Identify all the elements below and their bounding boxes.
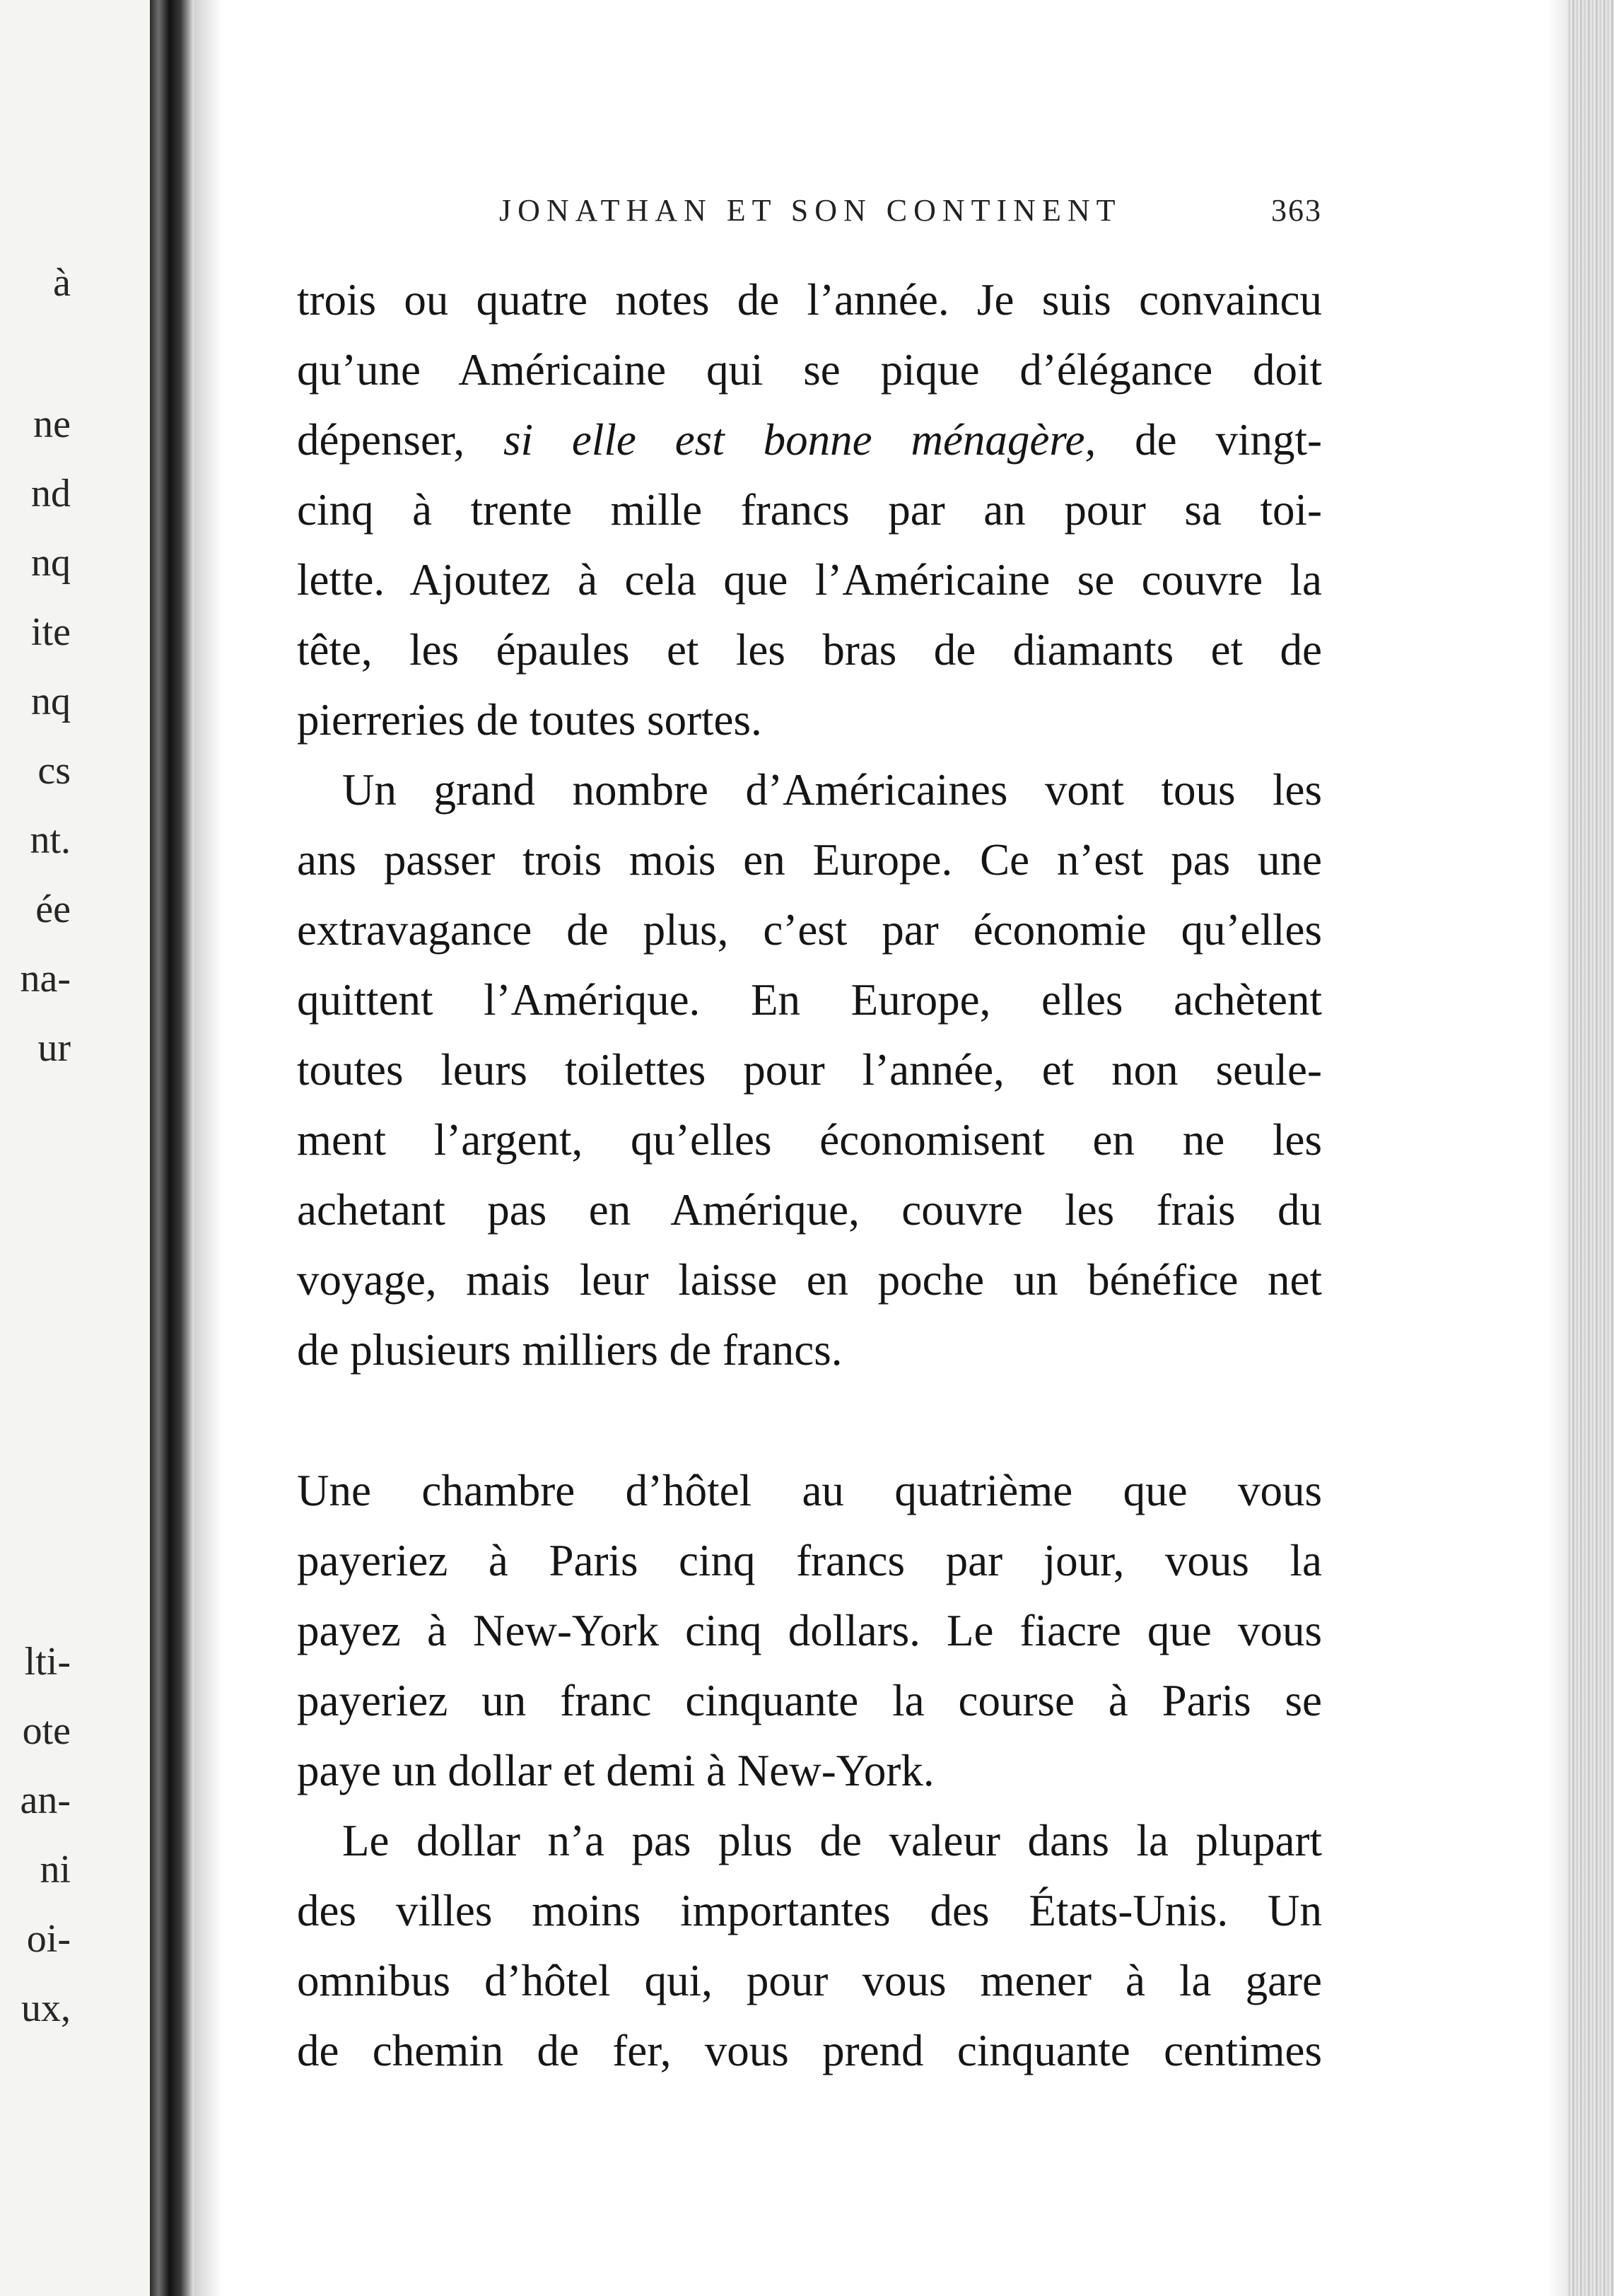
left-page-text-fragment: ote [22,1709,71,1753]
left-page-text-fragment: à [53,261,71,305]
text-line [297,265,1322,335]
text-run: achetant pas en Amérique, couvre les frais du [297,1185,1322,1235]
text-line [297,1946,1322,2016]
text-run: payez à New-York cinq dollars. Le fiacre que vous [297,1606,1322,1655]
text-run: ans passer trois mois en Europe. Ce n’est pas une [297,835,1322,885]
text-line [297,1736,1322,1806]
left-page-text-fragment: ite [31,610,71,654]
text-line [297,1245,1322,1315]
running-header [297,192,1322,235]
section-break [297,1385,1322,1456]
text-line [297,1175,1322,1245]
left-page-text-fragment: cs [37,749,71,793]
left-page-text-fragment: nd [31,472,71,515]
paragraph [297,755,1322,1385]
paragraph [297,1806,1322,2086]
text-run: toutes leurs toilettes pour l’année, et non seule- [297,1045,1322,1095]
text-line [297,1806,1322,1876]
text-run: quittent l’Amérique. En Europe, elles achètent [297,975,1322,1025]
text-line [297,1456,1322,1526]
text-run: dépenser, [297,415,503,465]
text-line [297,755,1322,825]
text-line [297,895,1322,965]
text-line [297,475,1322,545]
left-page-text-fragment: an- [20,1778,71,1822]
text-line [297,1315,1322,1385]
left-page-text-fragment: nq [31,680,71,723]
text-run: qu’une Américaine qui se pique d’élégance doit [297,345,1322,395]
text-line [297,1035,1322,1105]
text-run: de vingt- [1096,415,1322,465]
left-page-text-fragment: ur [37,1026,71,1070]
left-page-text-fragment: oi- [26,1917,71,1961]
text-run: Un grand nombre d’Américaines vont tous les [342,765,1322,815]
text-line [297,545,1322,615]
text-run: ment l’argent, qu’elles économisent en ne les [297,1115,1322,1165]
page-number: 363 [1271,193,1322,228]
left-page-text-fragment: ni [40,1848,71,1892]
left-page-text-fragment: lti- [24,1640,71,1684]
left-page-text-fragment: na- [20,957,71,1001]
text-line [297,1526,1322,1596]
text-run: extravagance de plus, c’est par économie qu’elles [297,905,1322,955]
text-run: des villes moins importantes des États-Unis. Un [297,1886,1322,1935]
text-run: de chemin de fer, vous prend cinquante centimes [297,2026,1322,2075]
text-run: payeriez un franc cinquante la course à Paris se [297,1676,1322,1725]
left-page-text-fragment: nq [31,541,71,585]
book-binding [150,0,194,2296]
left-page-fragment [0,0,150,2296]
running-title: JONATHAN ET SON CONTINENT [499,193,1122,228]
page-text [297,265,1322,2086]
binding-shadow [194,0,222,2296]
paragraph [297,265,1322,755]
text-run: trois ou quatre notes de l’année. Je suis convaincu [297,275,1322,325]
text-run: de plusieurs milliers de francs. [297,1325,843,1375]
text-run: tête, les épaules et les bras de diamants et de [297,625,1322,675]
text-run: omnibus d’hôtel qui, pour vous mener à la gare [297,1956,1322,2005]
text-run: cinq à trente mille francs par an pour sa toi- [297,485,1322,535]
text-run: Une chambre d’hôtel au quatrième que vous [297,1466,1322,1515]
text-run: payeriez à Paris cinq francs par jour, vous la [297,1536,1322,1585]
text-line [297,1596,1322,1666]
page-edge-shade [1546,0,1567,2296]
text-run: Le dollar n’a pas plus de valeur dans la plupart [342,1816,1322,1865]
left-page-text-fragment: ée [35,887,71,931]
text-line [297,1105,1322,1175]
text-line [297,405,1322,475]
text-line [297,615,1322,685]
text-run: voyage, mais leur laisse en poche un bénéfice net [297,1255,1322,1305]
text-line [297,335,1322,405]
text-line [297,1666,1322,1736]
text-line [297,685,1322,755]
text-run: paye un dollar et demi à New-York. [297,1746,935,1795]
left-page-text-fragment: ux, [21,1986,71,2030]
paragraph [297,1456,1322,1806]
text-run: lette. Ajoutez à cela que l’Américaine se couvre la [297,555,1322,605]
text-line [297,965,1322,1035]
text-line [297,825,1322,895]
left-page-text-fragment: nt. [30,818,71,862]
left-page-text-fragment: ne [33,402,71,446]
text-run: pierreries de toutes sortes. [297,695,762,745]
text-line [297,2016,1322,2086]
italic-text: si elle est bonne ménagère, [503,415,1097,465]
text-line [297,1876,1322,1946]
page-edge [1567,0,1614,2296]
